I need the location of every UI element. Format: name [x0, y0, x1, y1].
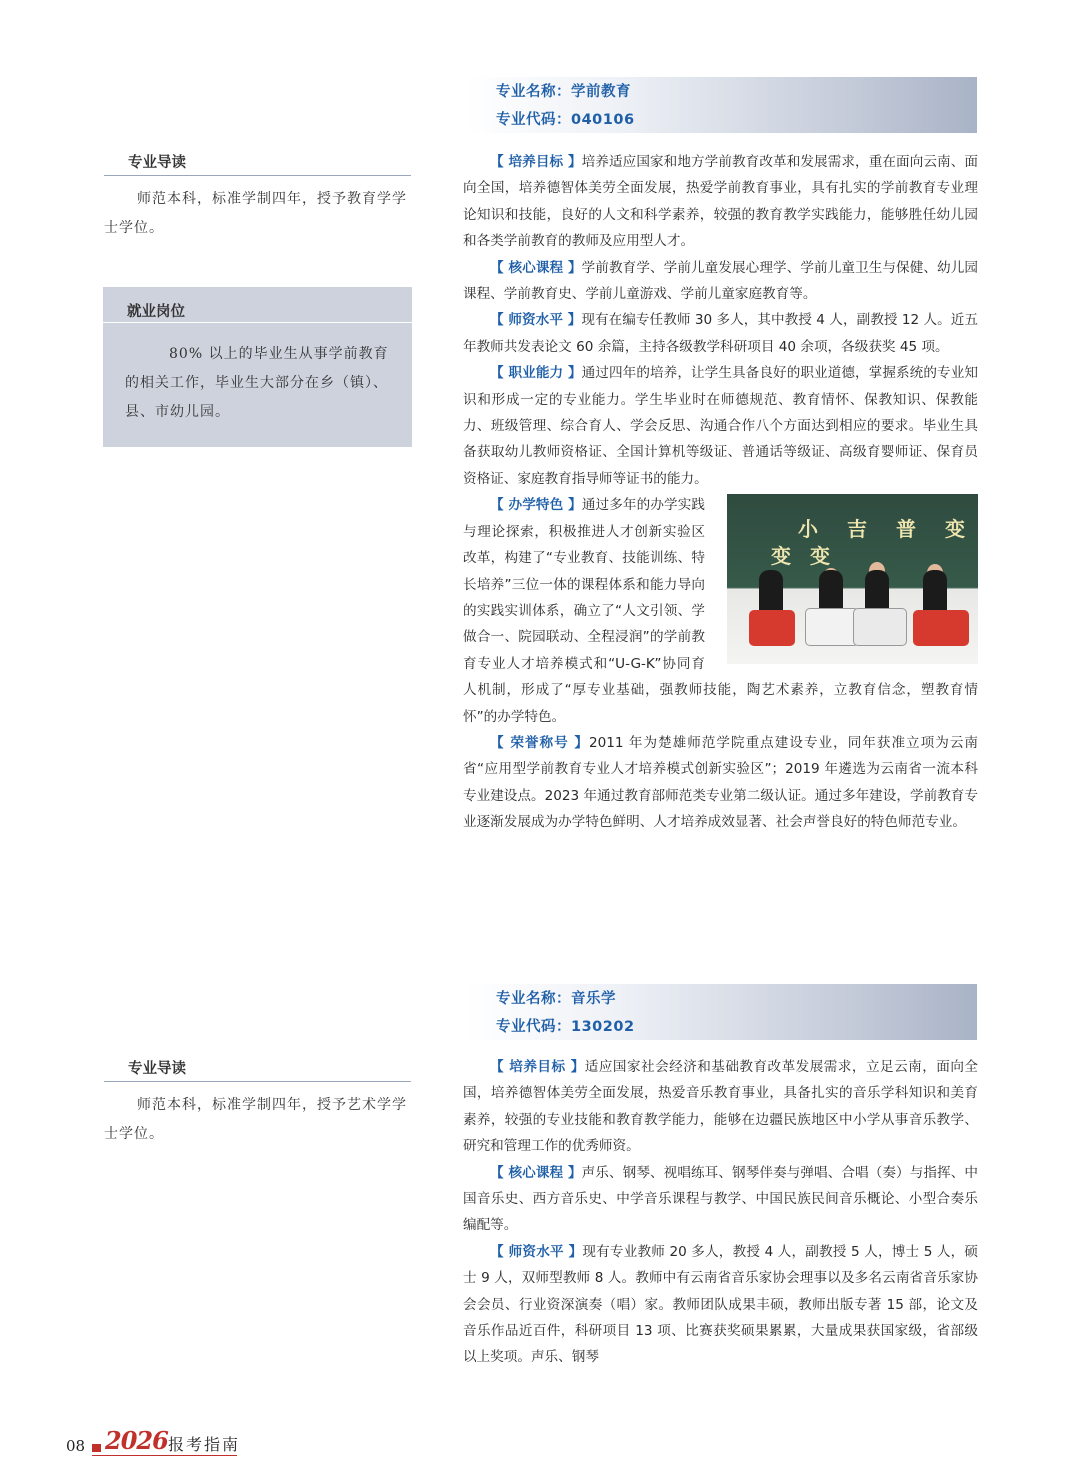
section-tag: 【 培养目标 】 [490, 154, 582, 170]
section-text: 通过四年的培养，让学生具备良好的职业道德，掌握系统的专业知识和形成一定的专业能力。学生毕业时在师德规范、教育情怀、保教知识、保教能力、班级管理、综合育人、学会反思、沟通合作八个方面达到相应的要求。毕业生具备获取幼儿教师资格证、全国计算机等级证、普通话等级证、高级育婴师证、保育员资格证、家庭教育指导师等证书的能力。 [463, 365, 978, 487]
major-body-1 [463, 149, 978, 836]
section-text: 声乐、钢琴、视唱练耳、钢琴伴奏与弹唱、合唱（奏）与指挥、中国音乐史、西方音乐史、中学音乐课程与教学、中国民族民间音乐概论、小型合奏乐编配等。 [463, 1164, 978, 1234]
toy-car [805, 608, 859, 646]
toy-car [749, 610, 795, 646]
footer-label: 报考指南 [168, 1435, 241, 1454]
section-tag: 【 职业能力 】 [490, 365, 582, 382]
job-box [103, 287, 412, 447]
photo-board-text: 小 吉 普 变 变 变 [771, 517, 971, 568]
section-text: 2011 年为楚雄师范学院重点建设专业，同年获准立项为云南省“应用型学前教育专业人才培养模式创新实验区”；2019 年遴选为云南省一流本科专业建设点。2023 年通过教育部师范类专业第二级认证。通过多年建设，学前教育专业逐渐发展成为办学特色鲜明、人才培养成效显著、社会声誉良好的特色师范专业。 [463, 734, 978, 831]
section-paragraph [463, 730, 978, 836]
section-text: 现有专业教师 20 多人，教授 4 人，副教授 5 人，博士 5 人，硕士 9 人，双师型教师 8 人。教师中有云南省音乐家协会理事以及多名云南省音乐家协会会员、行业资深演奏（唱）家。教师团队成果丰硕，教师出版专著 15 部，论文及音乐作品近百件，科研项目 13 项、比赛获奖硕果累累，大量成果获国家级，省部级以上奖项。声乐、钢琴 [463, 1243, 979, 1366]
section-tag: 【 办学特色 】 [490, 497, 582, 514]
section-paragraph [463, 1054, 978, 1160]
toy-car [913, 610, 969, 646]
section-paragraph [463, 149, 978, 255]
section-tag: 【 师资水平 】 [490, 1243, 583, 1260]
section-text: 培养适应国家和地方学前教育改革和发展需求，重在面向云南、面向全国，培养德智体美劳全面发展，热爱学前教育事业，具有扎实的学前教育专业理论知识和技能，良好的人文和科学素养，较强的教育教学实践能力，能够胜任幼儿园和各类学前教育的教师及应用型人才。 [463, 154, 978, 250]
section-text: 通过多年的办学实践与理论探索，积极推进人才创新实验区改革，构建了“专业教育、技能训练、特长培养”三位一体的课程体系和能力导向的实践实训体系，确立了“人文引领、学做合一、院园联动、全程浸润”的学前教育专业人才培养模式和“U-G-K”协同育人机制，形成了“厚专业基础，强教师技能，陶艺术素养，立教育信念，塑教育情怀”的办学特色。 [463, 497, 978, 725]
guide-text: 师范本科，标准学制四年，授予教育学学士学位。 [104, 191, 407, 236]
section-tag: 【 培养目标 】 [490, 1059, 585, 1075]
job-text: 80% 以上的毕业生从事学前教育的相关工作，毕业生大部分在乡（镇）、县、市幼儿园。 [125, 346, 389, 420]
major-header-2 [466, 984, 977, 1040]
toy-car [853, 608, 907, 646]
section-tag: 【 荣誉称号 】 [490, 734, 589, 751]
guide-title: 专业导读 [104, 1057, 411, 1082]
section-tag: 【 核心课程 】 [490, 259, 582, 276]
section-tag: 【 师资水平 】 [490, 312, 582, 329]
major-header-1 [466, 77, 977, 133]
guide-text: 师范本科，标准学制四年，授予艺术学学士学位。 [104, 1097, 407, 1142]
section-paragraph [463, 307, 978, 360]
major-body-2 [463, 1054, 978, 1371]
section-paragraph [463, 255, 978, 308]
section-tag: 【 核心课程 】 [490, 1164, 582, 1181]
footer-marker [92, 1444, 101, 1452]
major-name: 专业名称：学前教育 [496, 84, 631, 100]
section-paragraph [463, 1160, 978, 1239]
section-text: 学前教育学、学前儿童发展心理学、学前儿童卫生与保健、幼儿园课程、学前教育史、学前儿童游戏、学前儿童家庭教育等。 [463, 259, 978, 303]
page-number: 08 [66, 1437, 86, 1455]
classroom-photo [727, 494, 978, 664]
section-paragraph [463, 360, 978, 492]
guide-title: 专业导读 [104, 151, 411, 176]
job-title: 就业岗位 [103, 287, 412, 323]
section-text: 适应国家社会经济和基础教育改革发展需求，立足云南，面向全国，培养德智体美劳全面发展，热爱音乐教育事业，具备扎实的音乐学科知识和美育素养，较强的专业技能和教育教学能力，能够在边疆民族地区中小学从事音乐教学、研究和管理工作的优秀师资。 [463, 1059, 978, 1155]
section-text: 现有在编专任教师 30 多人，其中教授 4 人，副教授 12 人。近五年教师共发表论文 60 余篇，主持各级教学科研项目 40 余项，各级获奖 45 项。 [463, 312, 979, 355]
footer-rule [92, 1455, 237, 1456]
major-code: 专业代码：040106 [496, 112, 635, 128]
footer-year-logo: 2026 [105, 1426, 168, 1455]
section-paragraph [463, 1239, 978, 1371]
section-paragraph [463, 492, 978, 730]
major-name: 专业名称：音乐学 [496, 991, 616, 1007]
major-code: 专业代码：130202 [496, 1019, 635, 1035]
